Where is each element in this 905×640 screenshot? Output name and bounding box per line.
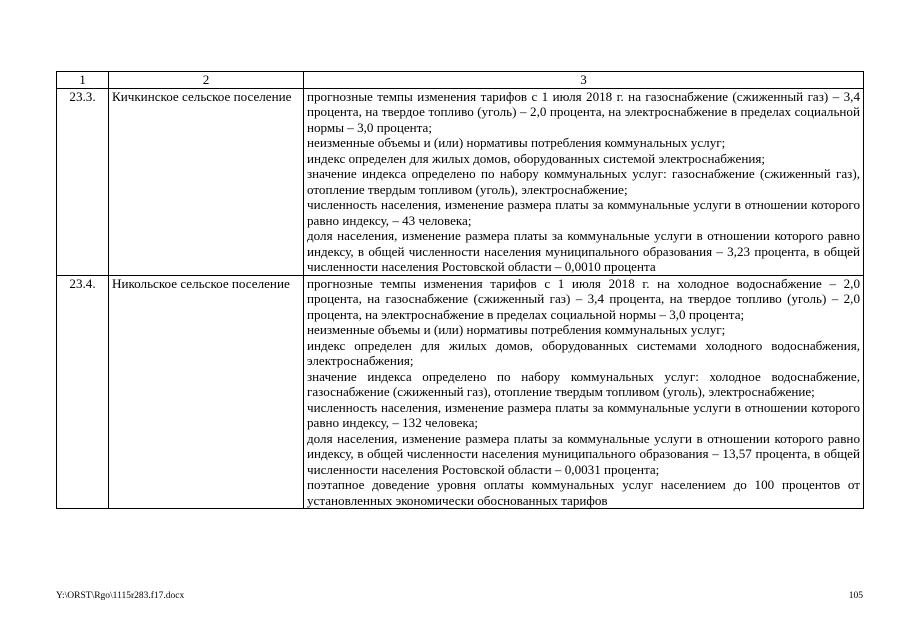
description-line: индекс определен для жилых домов, оборудованных системой электроснабжения; [307, 150, 766, 166]
document-table [56, 71, 864, 509]
description-line: доля населения, изменение размера платы за коммунальные услуги в отношении которого равно индексу, в общей численности населения муниципального образования – 13,57 процента, в общей численности населения Ростовской области – 0,0031 процента; [307, 430, 860, 477]
row-number: 23.3. [57, 88, 109, 275]
description-line: значение индекса определено по набору коммунальных услуг: холодное водоснабжение, газоснабжение (сжиженный газ), отопление твердым топливом (уголь), электроснабжение; [307, 368, 860, 399]
table-header-row [57, 72, 864, 89]
description-line: прогнозные темпы изменения тарифов с 1 июля 2018 г. на холодное водоснабжение – 2,0 процента, на газоснабжение (сжиженный газ) – 3,4 процента, на твердое топливо (уголь) – 2,0 процента, на электроснабжение в пределах социальной нормы – 3,0 процента; [307, 275, 860, 322]
description-line: доля населения, изменение размера платы за коммунальные услуги в отношении которого равно индексу, в общей численности населения муниципального образования – 3,23 процента, в общей численности населения Ростовской области – 0,0010 процента [307, 228, 860, 274]
description-line: численность населения, изменение размера платы за коммунальные услуги в отношении которого равно индексу, – 43 человека; [307, 197, 860, 228]
table-row [57, 88, 864, 275]
description-cell [304, 275, 864, 509]
page-number: 105 [848, 591, 863, 601]
footer-file-path: Y:\ORST\Rgo\1115r283.f17.docx [56, 591, 185, 601]
settlement-name: Никольское сельское поселение [109, 275, 304, 509]
table-row [57, 275, 864, 509]
description-cell [304, 88, 864, 275]
description-line: значение индекса определено по набору коммунальных услуг: газоснабжение (сжиженный газ), отопление твердым топливом (уголь), электроснабжение; [307, 166, 860, 197]
description-line: неизменные объемы и (или) нормативы потребления коммунальных услуг; [307, 135, 726, 150]
header-cell-2: 2 [109, 72, 304, 89]
description-line: численность населения, изменение размера платы за коммунальные услуги в отношении которого равно индексу, – 132 человека; [307, 399, 860, 430]
settlement-name: Кичкинское сельское поселение [109, 88, 304, 275]
description-line: индекс определен для жилых домов, оборудованных системами холодного водоснабжения, электроснабжения; [307, 337, 860, 368]
description-line: поэтапное доведение уровня оплаты коммунальных услуг населением до 100 процентов от установленных экономически обоснованных тарифов [307, 477, 860, 508]
description-line: неизменные объемы и (или) нормативы потребления коммунальных услуг; [307, 322, 726, 337]
row-number: 23.4. [57, 275, 109, 509]
header-cell-3: 3 [304, 72, 864, 89]
header-cell-1: 1 [57, 72, 109, 89]
description-line: прогнозные темпы изменения тарифов с 1 июля 2018 г. на газоснабжение (сжиженный газ) – 3,4 процента, на твердое топливо (уголь) – 2,0 процента, на электроснабжение в пределах социальной нормы – 3,0 процента; [307, 88, 860, 135]
